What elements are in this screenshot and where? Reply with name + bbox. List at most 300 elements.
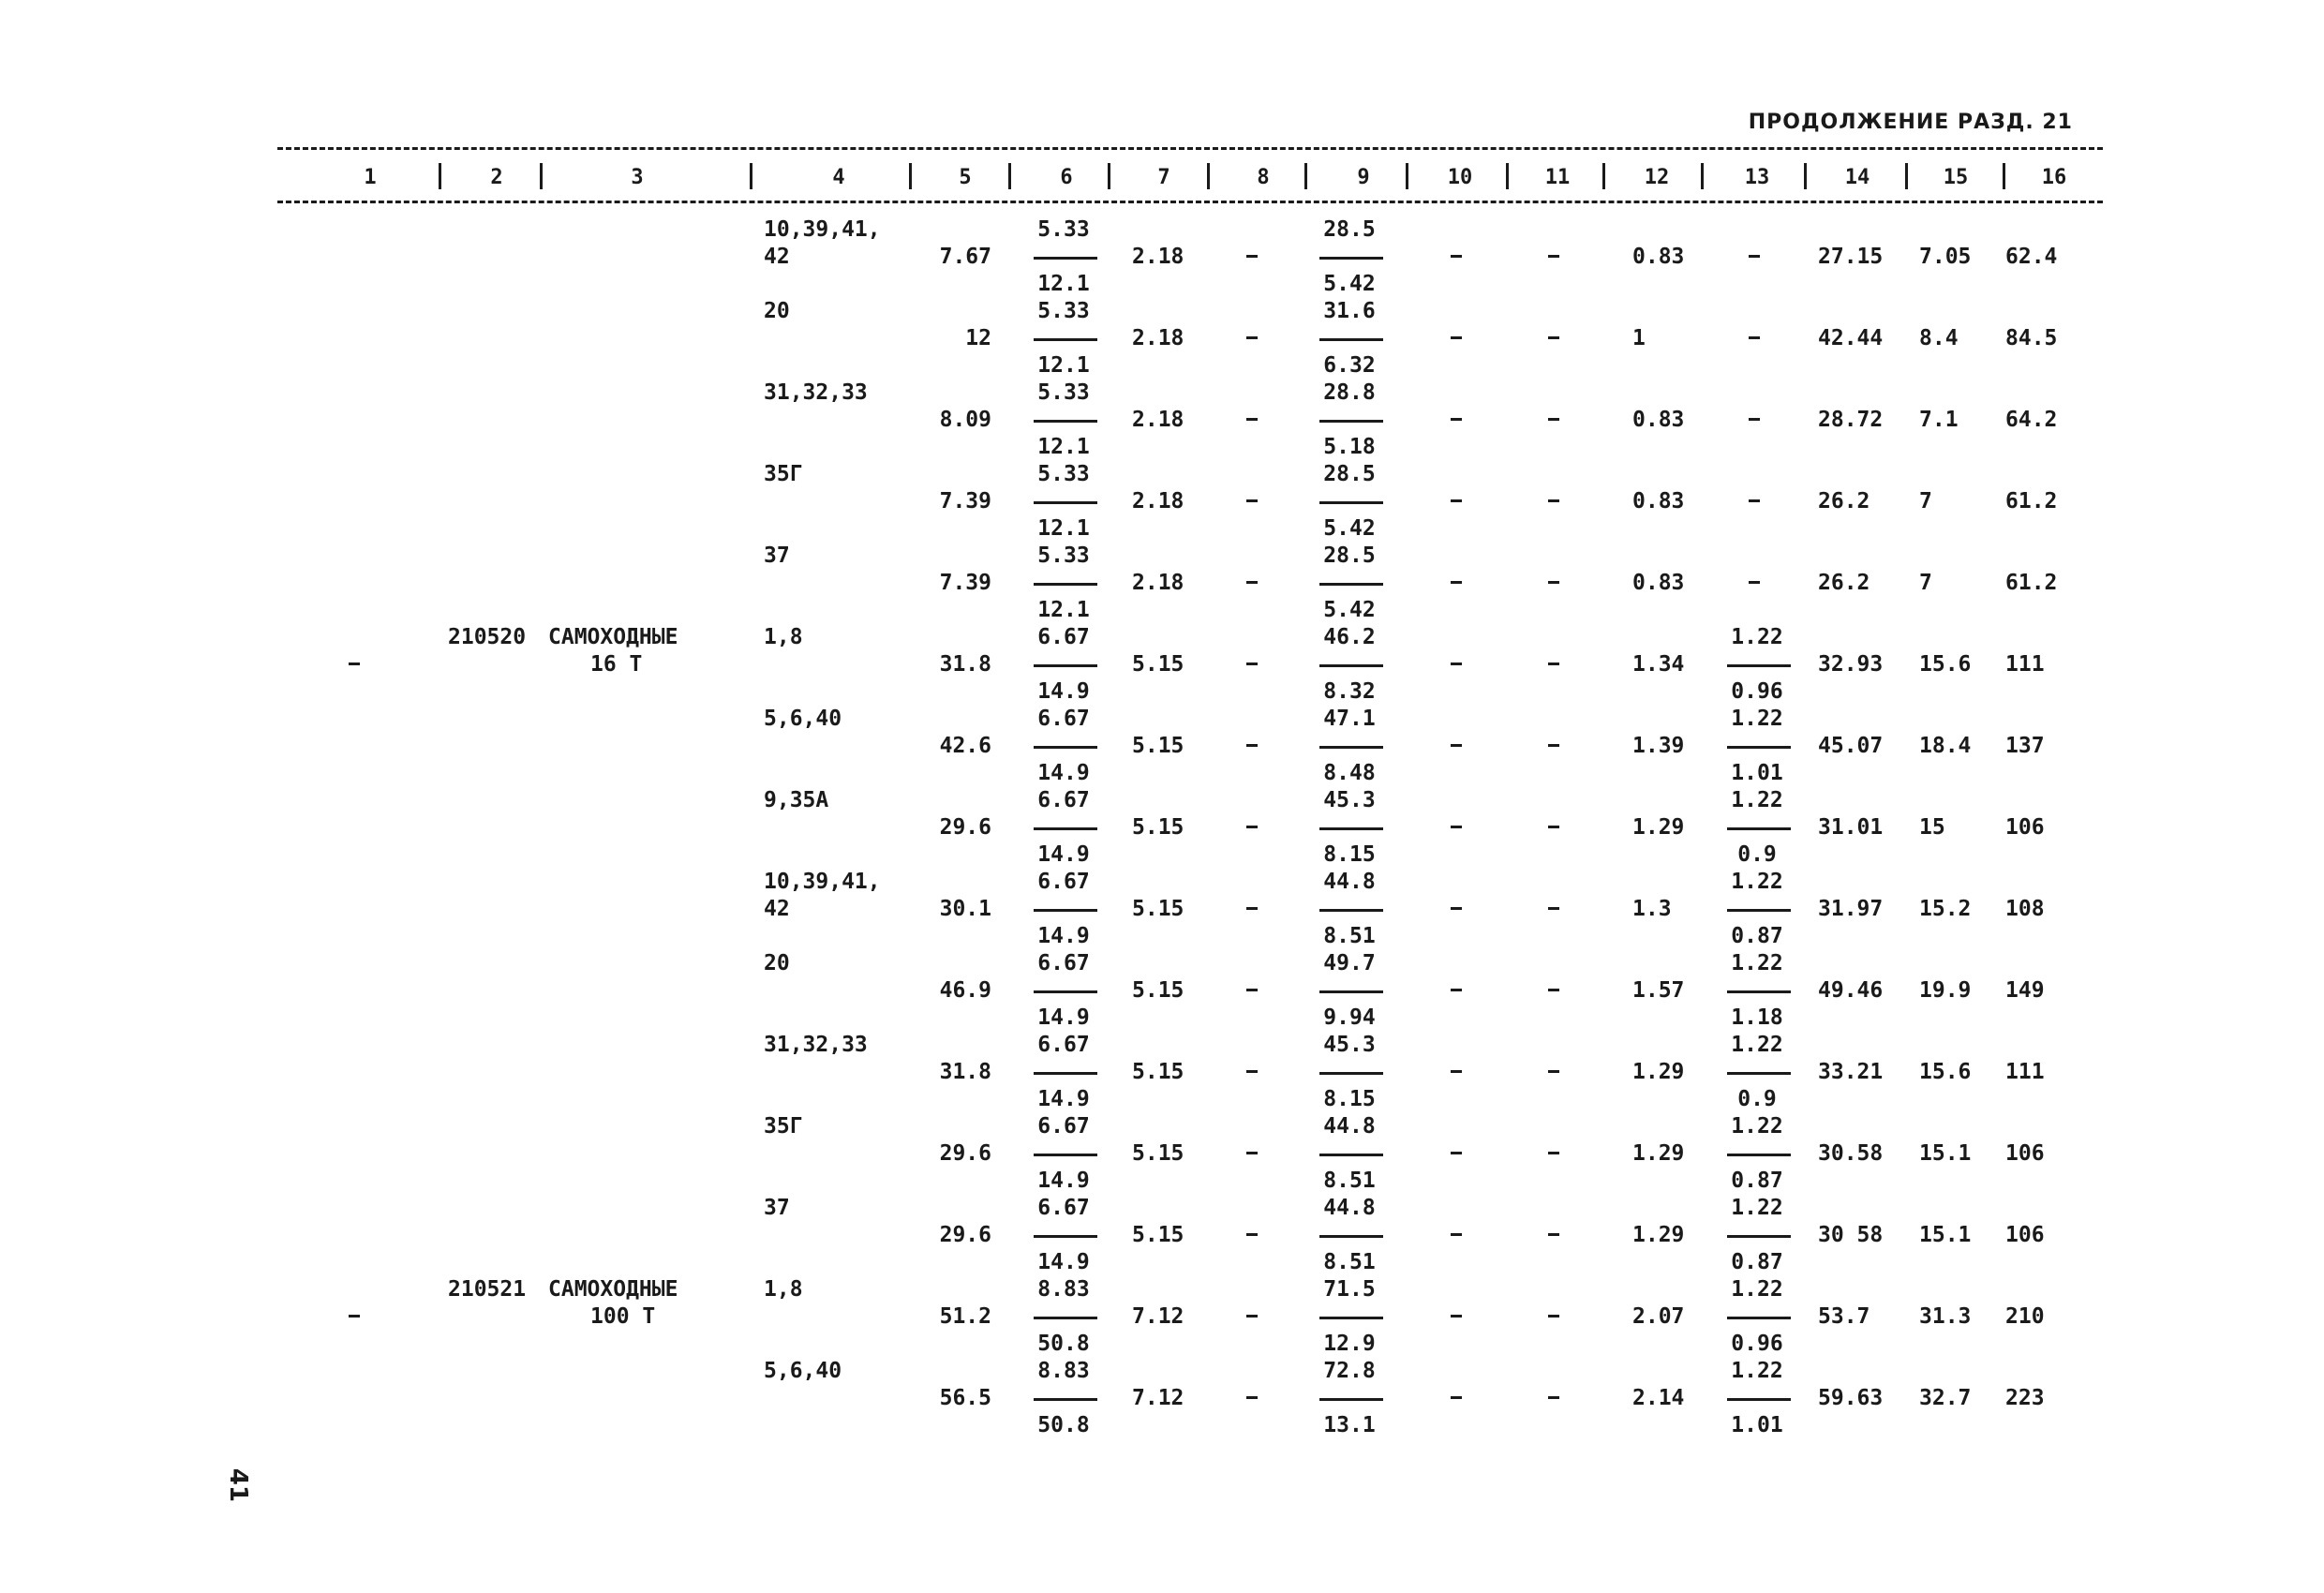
col13-fraction-bar bbox=[1727, 1154, 1791, 1156]
col6-fraction-bar bbox=[1034, 501, 1097, 504]
col8-dash bbox=[1246, 499, 1258, 502]
col9-fraction-numerator: 46.2 bbox=[1323, 625, 1376, 649]
col9-fraction-denominator: 8.51 bbox=[1323, 924, 1376, 948]
col6-fraction bbox=[1017, 1196, 1110, 1277]
col5-value: 12 bbox=[965, 326, 991, 350]
col9-fraction-bar bbox=[1319, 1398, 1383, 1401]
col14-value: 59.63 bbox=[1818, 1386, 1884, 1410]
col6-fraction-denominator: 50.8 bbox=[1037, 1413, 1090, 1437]
col6-fraction-numerator: 6.67 bbox=[1037, 951, 1090, 975]
col16-value: 84.5 bbox=[2005, 326, 2058, 350]
col10-dash bbox=[1451, 1233, 1462, 1236]
column-header-2: 2 bbox=[490, 165, 503, 189]
col16-value: 149 bbox=[2005, 978, 2045, 1003]
col9-fraction bbox=[1303, 788, 1396, 870]
col7-value: 2.18 bbox=[1132, 408, 1184, 432]
col4-numbers: 35Г bbox=[764, 462, 803, 486]
col9-fraction-numerator: 28.5 bbox=[1323, 462, 1376, 486]
col8-dash bbox=[1246, 826, 1258, 828]
table-row bbox=[0, 380, 2324, 462]
table-row bbox=[0, 462, 2324, 543]
col5-value: 7.67 bbox=[939, 245, 991, 269]
col10-dash bbox=[1451, 663, 1462, 665]
col16-value: 64.2 bbox=[2005, 408, 2058, 432]
column-separator bbox=[1804, 163, 1807, 189]
column-separator bbox=[1701, 163, 1704, 189]
col16-value: 106 bbox=[2005, 1223, 2045, 1247]
col6-fraction bbox=[1017, 1033, 1110, 1114]
col12-value: 1.29 bbox=[1632, 1141, 1685, 1166]
col9-fraction-bar bbox=[1319, 1317, 1383, 1319]
col14-value: 49.46 bbox=[1818, 978, 1884, 1003]
col13-dash bbox=[1749, 499, 1760, 502]
col9-fraction-bar bbox=[1319, 501, 1383, 504]
col15-value: 15 bbox=[1919, 815, 1945, 840]
table-row bbox=[0, 217, 2324, 299]
col5-value: 8.09 bbox=[939, 408, 991, 432]
col9-fraction-denominator: 5.18 bbox=[1323, 435, 1376, 459]
col4-numbers: 37 bbox=[764, 1196, 790, 1220]
col9-fraction bbox=[1303, 217, 1396, 299]
col4-numbers: 20 bbox=[764, 951, 790, 975]
col13-fraction-bar bbox=[1727, 990, 1791, 993]
col5-value: 42.6 bbox=[939, 734, 991, 758]
col6-fraction-bar bbox=[1034, 746, 1097, 749]
col15-value: 31.3 bbox=[1919, 1304, 1972, 1329]
col6-fraction-denominator: 12.1 bbox=[1037, 353, 1090, 378]
col9-fraction-bar bbox=[1319, 257, 1383, 260]
col7-value: 5.15 bbox=[1132, 815, 1184, 840]
col15-value: 18.4 bbox=[1919, 734, 1972, 758]
column-header-12: 12 bbox=[1644, 165, 1670, 189]
col4-numbers: 10,39,41, bbox=[764, 217, 881, 242]
col12-value: 1.57 bbox=[1632, 978, 1685, 1003]
col5-value: 7.39 bbox=[939, 571, 991, 595]
table-row bbox=[0, 543, 2324, 625]
col15-value: 8.4 bbox=[1919, 326, 1959, 350]
col9-fraction-bar bbox=[1319, 583, 1383, 586]
col6-fraction bbox=[1017, 625, 1110, 707]
col4-numbers-cont: 42 bbox=[764, 897, 790, 921]
col11-dash bbox=[1548, 663, 1559, 665]
col14-value: 31.97 bbox=[1818, 897, 1884, 921]
col8-dash bbox=[1246, 663, 1258, 665]
col8-dash bbox=[1246, 336, 1258, 339]
col13-fraction-numerator: 1.22 bbox=[1731, 1277, 1783, 1302]
col9-fraction-bar bbox=[1319, 909, 1383, 912]
col11-dash bbox=[1548, 907, 1559, 910]
col13-fraction bbox=[1710, 1359, 1804, 1440]
col15-value: 7 bbox=[1919, 489, 1932, 514]
col9-fraction-bar bbox=[1319, 746, 1383, 749]
col12-value: 1.34 bbox=[1632, 652, 1685, 677]
col6-fraction-bar bbox=[1034, 990, 1097, 993]
col13-fraction-denominator: 0.87 bbox=[1731, 1169, 1783, 1193]
col7-value: 5.15 bbox=[1132, 1223, 1184, 1247]
col9-fraction-numerator: 31.6 bbox=[1323, 299, 1376, 323]
col9-fraction-numerator: 28.8 bbox=[1323, 380, 1376, 405]
col13-fraction bbox=[1710, 1114, 1804, 1196]
column-header-5: 5 bbox=[959, 165, 972, 189]
col9-fraction-bar bbox=[1319, 664, 1383, 667]
col4-numbers: 37 bbox=[764, 543, 790, 568]
col9-fraction-denominator: 12.9 bbox=[1323, 1332, 1376, 1356]
col11-dash bbox=[1548, 581, 1559, 584]
col11-dash bbox=[1548, 499, 1559, 502]
col7-value: 2.18 bbox=[1132, 571, 1184, 595]
col16-value: 108 bbox=[2005, 897, 2045, 921]
column-header-4: 4 bbox=[832, 165, 845, 189]
col15-value: 7.1 bbox=[1919, 408, 1959, 432]
col6-fraction-bar bbox=[1034, 583, 1097, 586]
col9-fraction-numerator: 44.8 bbox=[1323, 1196, 1376, 1220]
col6-fraction-bar bbox=[1034, 664, 1097, 667]
col5-value: 29.6 bbox=[939, 1223, 991, 1247]
col6-fraction-bar bbox=[1034, 827, 1097, 830]
table-row bbox=[0, 951, 2324, 1033]
col6-fraction bbox=[1017, 951, 1110, 1033]
table-row bbox=[0, 1114, 2324, 1196]
col9-fraction-bar bbox=[1319, 1154, 1383, 1156]
column-separator bbox=[750, 163, 752, 189]
col13-fraction bbox=[1710, 1277, 1804, 1359]
col10-dash bbox=[1451, 989, 1462, 991]
page-number: 41 bbox=[224, 1467, 253, 1503]
col5-value: 56.5 bbox=[939, 1386, 991, 1410]
col10-dash bbox=[1451, 1070, 1462, 1073]
col6-fraction-denominator: 14.9 bbox=[1037, 679, 1090, 704]
column-header-16: 16 bbox=[2041, 165, 2067, 189]
col9-fraction-numerator: 28.5 bbox=[1323, 217, 1376, 242]
col6-fraction-denominator: 12.1 bbox=[1037, 598, 1090, 622]
col12-value: 0.83 bbox=[1632, 489, 1685, 514]
col10-dash bbox=[1451, 418, 1462, 421]
col13-dash bbox=[1749, 336, 1760, 339]
col13-fraction-denominator: 1.01 bbox=[1731, 1413, 1783, 1437]
col14-value: 30.58 bbox=[1818, 1141, 1884, 1166]
col6-fraction bbox=[1017, 462, 1110, 543]
col9-fraction bbox=[1303, 951, 1396, 1033]
col9-fraction-denominator: 8.15 bbox=[1323, 842, 1376, 867]
col7-value: 5.15 bbox=[1132, 978, 1184, 1003]
col6-fraction-numerator: 5.33 bbox=[1037, 380, 1090, 405]
col9-fraction bbox=[1303, 1114, 1396, 1196]
table-row bbox=[0, 788, 2324, 870]
col14-value: 33.21 bbox=[1818, 1060, 1884, 1084]
col12-value: 2.07 bbox=[1632, 1304, 1685, 1329]
col9-fraction-bar bbox=[1319, 827, 1383, 830]
col9-fraction-numerator: 44.8 bbox=[1323, 870, 1376, 894]
col13-fraction-numerator: 1.22 bbox=[1731, 707, 1783, 731]
col13-fraction bbox=[1710, 707, 1804, 788]
col6-fraction bbox=[1017, 870, 1110, 951]
column-header-13: 13 bbox=[1744, 165, 1770, 189]
col9-fraction-numerator: 47.1 bbox=[1323, 707, 1376, 731]
col4-numbers: 1,8 bbox=[764, 1277, 803, 1302]
column-header-8: 8 bbox=[1257, 165, 1270, 189]
col4-numbers-cont: 42 bbox=[764, 245, 790, 269]
col12-value: 1.29 bbox=[1632, 815, 1685, 840]
col6-fraction bbox=[1017, 788, 1110, 870]
col6-fraction-denominator: 14.9 bbox=[1037, 761, 1090, 785]
col15-value: 15.1 bbox=[1919, 1141, 1972, 1166]
col6-fraction-numerator: 6.67 bbox=[1037, 1196, 1090, 1220]
col11-dash bbox=[1548, 1396, 1559, 1399]
col9-fraction-numerator: 28.5 bbox=[1323, 543, 1376, 568]
col16-value: 62.4 bbox=[2005, 245, 2058, 269]
column-header-3: 3 bbox=[631, 165, 644, 189]
col6-fraction bbox=[1017, 217, 1110, 299]
col8-dash bbox=[1246, 1070, 1258, 1073]
col13-fraction-bar bbox=[1727, 1072, 1791, 1075]
col9-fraction bbox=[1303, 1359, 1396, 1440]
col6-fraction-bar bbox=[1034, 1235, 1097, 1238]
col13-fraction-numerator: 1.22 bbox=[1731, 1196, 1783, 1220]
col4-numbers: 1,8 bbox=[764, 625, 803, 649]
col2-code: 210521 bbox=[448, 1277, 527, 1302]
col3-capacity: 100 Т bbox=[590, 1304, 656, 1329]
col2-code: 210520 bbox=[448, 625, 527, 649]
col9-fraction-denominator: 5.42 bbox=[1323, 272, 1376, 296]
col9-fraction bbox=[1303, 1196, 1396, 1277]
column-separator bbox=[439, 163, 441, 189]
col13-fraction-denominator: 0.87 bbox=[1731, 924, 1783, 948]
col6-fraction-denominator: 14.9 bbox=[1037, 842, 1090, 867]
col15-value: 7 bbox=[1919, 571, 1932, 595]
col9-fraction-denominator: 9.94 bbox=[1323, 1005, 1376, 1030]
col6-fraction bbox=[1017, 1359, 1110, 1440]
col8-dash bbox=[1246, 1152, 1258, 1154]
col16-value: 106 bbox=[2005, 1141, 2045, 1166]
table-row bbox=[0, 1359, 2324, 1440]
col13-fraction-bar bbox=[1727, 1317, 1791, 1319]
col6-fraction-denominator: 12.1 bbox=[1037, 272, 1090, 296]
col9-fraction-denominator: 5.42 bbox=[1323, 516, 1376, 541]
col11-dash bbox=[1548, 989, 1559, 991]
col13-fraction-denominator: 0.9 bbox=[1737, 1087, 1777, 1111]
col7-value: 5.15 bbox=[1132, 1060, 1184, 1084]
col6-fraction-numerator: 6.67 bbox=[1037, 625, 1090, 649]
col13-fraction bbox=[1710, 951, 1804, 1033]
col6-fraction-bar bbox=[1034, 1317, 1097, 1319]
col8-dash bbox=[1246, 907, 1258, 910]
col7-value: 5.15 bbox=[1132, 652, 1184, 677]
col11-dash bbox=[1548, 826, 1559, 828]
col5-value: 29.6 bbox=[939, 1141, 991, 1166]
col8-dash bbox=[1246, 1233, 1258, 1236]
col6-fraction-denominator: 12.1 bbox=[1037, 516, 1090, 541]
col9-fraction bbox=[1303, 380, 1396, 462]
col5-value: 46.9 bbox=[939, 978, 991, 1003]
col10-dash bbox=[1451, 255, 1462, 258]
col14-value: 32.93 bbox=[1818, 652, 1884, 677]
col9-fraction-numerator: 44.8 bbox=[1323, 1114, 1376, 1139]
col9-fraction-denominator: 13.1 bbox=[1323, 1413, 1376, 1437]
col7-value: 2.18 bbox=[1132, 326, 1184, 350]
col11-dash bbox=[1548, 1315, 1559, 1318]
col13-fraction-bar bbox=[1727, 827, 1791, 830]
col6-fraction bbox=[1017, 1277, 1110, 1359]
col7-value: 5.15 bbox=[1132, 1141, 1184, 1166]
col16-value: 111 bbox=[2005, 652, 2045, 677]
col8-dash bbox=[1246, 255, 1258, 258]
col13-fraction-numerator: 1.22 bbox=[1731, 951, 1783, 975]
header-rule-bottom bbox=[277, 201, 2103, 203]
col11-dash bbox=[1548, 336, 1559, 339]
col15-value: 15.2 bbox=[1919, 897, 1972, 921]
col4-numbers: 31,32,33 bbox=[764, 380, 868, 405]
col5-value: 29.6 bbox=[939, 815, 991, 840]
col8-dash bbox=[1246, 1396, 1258, 1399]
col15-value: 19.9 bbox=[1919, 978, 1972, 1003]
col9-fraction bbox=[1303, 299, 1396, 380]
col9-fraction-numerator: 45.3 bbox=[1323, 1033, 1376, 1057]
col13-dash bbox=[1749, 418, 1760, 421]
col9-fraction-bar bbox=[1319, 338, 1383, 341]
col8-dash bbox=[1246, 744, 1258, 747]
col9-fraction-bar bbox=[1319, 1072, 1383, 1075]
col6-fraction-numerator: 6.67 bbox=[1037, 788, 1090, 812]
col6-fraction bbox=[1017, 1114, 1110, 1196]
col14-value: 28.72 bbox=[1818, 408, 1884, 432]
col6-fraction-numerator: 5.33 bbox=[1037, 543, 1090, 568]
col16-value: 111 bbox=[2005, 1060, 2045, 1084]
col6-fraction-numerator: 8.83 bbox=[1037, 1277, 1090, 1302]
column-header-14: 14 bbox=[1844, 165, 1870, 189]
col6-fraction-denominator: 14.9 bbox=[1037, 1250, 1090, 1274]
col6-fraction-bar bbox=[1034, 909, 1097, 912]
table-row bbox=[0, 1277, 2324, 1359]
col15-value: 15.1 bbox=[1919, 1223, 1972, 1247]
col6-fraction bbox=[1017, 543, 1110, 625]
col9-fraction-bar bbox=[1319, 990, 1383, 993]
column-separator bbox=[1008, 163, 1011, 189]
col13-fraction-numerator: 1.22 bbox=[1731, 788, 1783, 812]
col4-numbers: 10,39,41, bbox=[764, 870, 881, 894]
col12-value: 1.29 bbox=[1632, 1060, 1685, 1084]
col6-fraction-numerator: 6.67 bbox=[1037, 870, 1090, 894]
col13-fraction-denominator: 0.87 bbox=[1731, 1250, 1783, 1274]
col3-name: САМОХОДНЫЕ bbox=[548, 1277, 678, 1302]
col6-fraction bbox=[1017, 380, 1110, 462]
col14-value: 26.2 bbox=[1818, 571, 1870, 595]
col3-name: САМОХОДНЫЕ bbox=[548, 625, 678, 649]
col15-value: 7.05 bbox=[1919, 245, 1972, 269]
table-row bbox=[0, 625, 2324, 707]
col10-dash bbox=[1451, 826, 1462, 828]
col14-value: 53.7 bbox=[1818, 1304, 1870, 1329]
col12-value: 0.83 bbox=[1632, 408, 1685, 432]
col9-fraction bbox=[1303, 870, 1396, 951]
col11-dash bbox=[1548, 744, 1559, 747]
col6-fraction-bar bbox=[1034, 1398, 1097, 1401]
col9-fraction-numerator: 72.8 bbox=[1323, 1359, 1376, 1383]
col16-value: 137 bbox=[2005, 734, 2045, 758]
col9-fraction-denominator: 8.32 bbox=[1323, 679, 1376, 704]
column-separator bbox=[1905, 163, 1908, 189]
col12-value: 1.29 bbox=[1632, 1223, 1685, 1247]
col9-fraction-bar bbox=[1319, 1235, 1383, 1238]
col13-fraction-denominator: 0.96 bbox=[1731, 679, 1783, 704]
col7-value: 2.18 bbox=[1132, 245, 1184, 269]
col15-value: 15.6 bbox=[1919, 1060, 1972, 1084]
col9-fraction bbox=[1303, 1277, 1396, 1359]
col9-fraction-numerator: 71.5 bbox=[1323, 1277, 1376, 1302]
col13-fraction-bar bbox=[1727, 664, 1791, 667]
column-header-1: 1 bbox=[364, 165, 377, 189]
column-separator bbox=[1602, 163, 1605, 189]
col9-fraction-denominator: 6.32 bbox=[1323, 353, 1376, 378]
column-separator bbox=[1304, 163, 1307, 189]
col8-dash bbox=[1246, 989, 1258, 991]
col5-value: 31.8 bbox=[939, 652, 991, 677]
col13-fraction-numerator: 1.22 bbox=[1731, 870, 1783, 894]
col10-dash bbox=[1451, 744, 1462, 747]
col13-fraction-denominator: 0.9 bbox=[1737, 842, 1777, 867]
col11-dash bbox=[1548, 1233, 1559, 1236]
table-row bbox=[0, 1196, 2324, 1277]
col6-fraction-denominator: 14.9 bbox=[1037, 1087, 1090, 1111]
column-header-9: 9 bbox=[1357, 165, 1370, 189]
col13-fraction-numerator: 1.22 bbox=[1731, 625, 1783, 649]
col11-dash bbox=[1548, 1070, 1559, 1073]
col13-fraction-denominator: 0.96 bbox=[1731, 1332, 1783, 1356]
col6-fraction-denominator: 12.1 bbox=[1037, 435, 1090, 459]
col12-value: 0.83 bbox=[1632, 245, 1685, 269]
col4-numbers: 31,32,33 bbox=[764, 1033, 868, 1057]
column-header-7: 7 bbox=[1157, 165, 1170, 189]
col6-fraction bbox=[1017, 299, 1110, 380]
col16-value: 210 bbox=[2005, 1304, 2045, 1329]
col12-value: 1 bbox=[1632, 326, 1646, 350]
col10-dash bbox=[1451, 907, 1462, 910]
column-separator bbox=[1207, 163, 1210, 189]
col1-dash bbox=[349, 1315, 360, 1318]
col13-fraction bbox=[1710, 788, 1804, 870]
col9-fraction-numerator: 49.7 bbox=[1323, 951, 1376, 975]
col4-numbers: 35Г bbox=[764, 1114, 803, 1139]
col6-fraction-bar bbox=[1034, 1154, 1097, 1156]
col16-value: 223 bbox=[2005, 1386, 2045, 1410]
header-rule-top bbox=[277, 147, 2103, 150]
column-separator bbox=[1506, 163, 1509, 189]
col13-fraction-denominator: 1.18 bbox=[1731, 1005, 1783, 1030]
column-header-6: 6 bbox=[1060, 165, 1073, 189]
table-row bbox=[0, 870, 2324, 951]
col3-capacity: 16 Т bbox=[590, 652, 643, 677]
col13-fraction-numerator: 1.22 bbox=[1731, 1359, 1783, 1383]
col14-value: 30 58 bbox=[1818, 1223, 1884, 1247]
col6-fraction-numerator: 6.67 bbox=[1037, 1033, 1090, 1057]
col7-value: 5.15 bbox=[1132, 897, 1184, 921]
col9-fraction-numerator: 45.3 bbox=[1323, 788, 1376, 812]
col4-numbers: 5,6,40 bbox=[764, 707, 842, 731]
col10-dash bbox=[1451, 1396, 1462, 1399]
col13-fraction bbox=[1710, 1196, 1804, 1277]
col12-value: 2.14 bbox=[1632, 1386, 1685, 1410]
col13-fraction-bar bbox=[1727, 1235, 1791, 1238]
col4-numbers: 20 bbox=[764, 299, 790, 323]
col10-dash bbox=[1451, 1315, 1462, 1318]
col7-value: 5.15 bbox=[1132, 734, 1184, 758]
col10-dash bbox=[1451, 581, 1462, 584]
col13-fraction bbox=[1710, 625, 1804, 707]
table-row bbox=[0, 299, 2324, 380]
col6-fraction-denominator: 14.9 bbox=[1037, 1005, 1090, 1030]
col5-value: 51.2 bbox=[939, 1304, 991, 1329]
col6-fraction-numerator: 6.67 bbox=[1037, 1114, 1090, 1139]
col9-fraction-denominator: 8.51 bbox=[1323, 1169, 1376, 1193]
